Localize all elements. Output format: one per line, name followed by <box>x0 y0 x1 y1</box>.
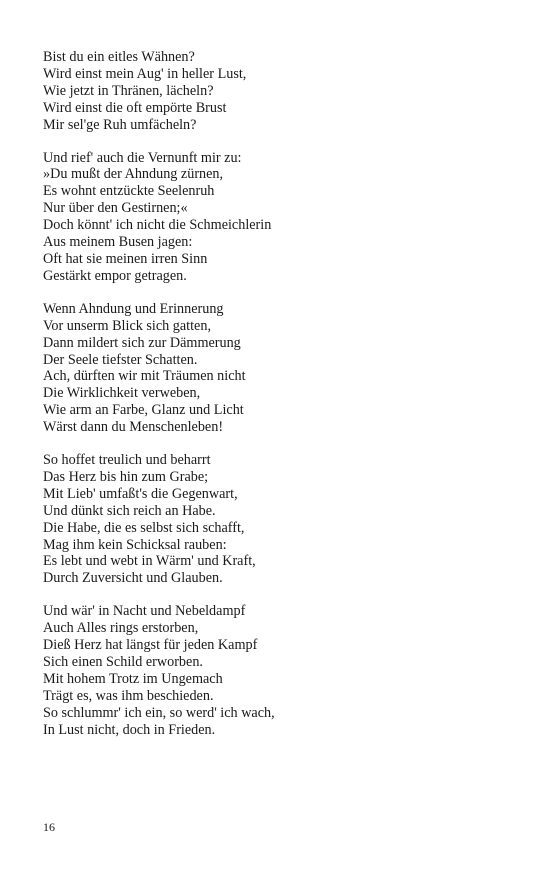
poem-line: Der Seele tiefster Schatten. <box>43 351 198 368</box>
poem-line: Mag ihm kein Schicksal rauben: <box>43 536 227 553</box>
stanza-3 <box>43 301 523 436</box>
stanza-4 <box>43 452 523 587</box>
poem-line: Bist du ein eitles Wähnen? <box>43 49 195 65</box>
poem-line: Die Wirklichkeit verweben, <box>43 385 201 402</box>
poem-line: Doch könnt' ich nicht die Schmeichlerin <box>43 217 272 234</box>
poem-line: Wärst dann du Menschenleben! <box>43 419 224 436</box>
poem-line: Wie arm an Farbe, Glanz und Licht <box>43 402 244 419</box>
poem-line: Das Herz bis hin zum Grabe; <box>43 468 209 485</box>
poem-line: Vor unserm Blick sich gatten, <box>43 317 211 334</box>
poem-line: So schlummr' ich ein, so werd' ich wach, <box>43 704 275 721</box>
poem-line: In Lust nicht, doch in Frieden. <box>43 721 216 738</box>
stanza-2 <box>43 150 523 285</box>
poem-line: Es lebt und webt in Wärm' und Kraft, <box>43 553 256 570</box>
poem-line: Es wohnt entzückte Seelenruh <box>43 183 215 200</box>
poem-line: Mir sel'ge Ruh umfächeln? <box>43 116 197 133</box>
poem-line: Nur über den Gestirnen;« <box>43 200 188 217</box>
poem-line: Wird einst mein Aug' in heller Lust, <box>43 65 247 82</box>
poem-line: Dieß Herz hat längst für jeden Kampf <box>43 637 258 654</box>
poem-line: »Du mußt der Ahndung zürnen, <box>43 166 224 183</box>
poem-line: Sich einen Schild erworben. <box>43 654 203 670</box>
stanza-5 <box>43 603 523 738</box>
stanza-1 <box>43 49 523 134</box>
poem-line: Mit Lieb' umfaßt's die Gegenwart, <box>43 485 238 502</box>
poem-line: Ach, dürften wir mit Träumen nicht <box>43 368 246 385</box>
poem-line: Mit hohem Trotz im Ungemach <box>43 670 223 687</box>
poem-line: So hoffet treulich und beharrt <box>43 452 211 469</box>
poem-line: Gestärkt empor getragen. <box>43 267 187 284</box>
poem-line: Dann mildert sich zur Dämmerung <box>43 334 241 351</box>
poem-line: Oft hat sie meinen irren Sinn <box>43 250 208 267</box>
poem-line: Und rief' auch die Vernunft mir zu: <box>43 149 242 166</box>
poem-text <box>43 49 523 755</box>
poem-line: Wird einst die oft empörte Brust <box>43 99 227 116</box>
poem-line: Wie jetzt in Thränen, lächeln? <box>43 82 214 99</box>
poem-line: Und dünkt sich reich an Habe. <box>43 502 216 519</box>
page-number: 16 <box>43 820 55 834</box>
poem-line: Und wär' in Nacht und Nebeldampf <box>43 603 246 620</box>
poem-line: Durch Zuversicht und Glauben. <box>43 570 223 587</box>
poem-line: Auch Alles rings erstorben, <box>43 620 199 637</box>
poem-line: Trägt es, was ihm beschieden. <box>43 687 214 704</box>
poem-line: Aus meinem Busen jagen: <box>43 234 193 251</box>
poem-line: Wenn Ahndung und Erinnerung <box>43 300 224 317</box>
poem-line: Die Habe, die es selbst sich schafft, <box>43 519 245 536</box>
